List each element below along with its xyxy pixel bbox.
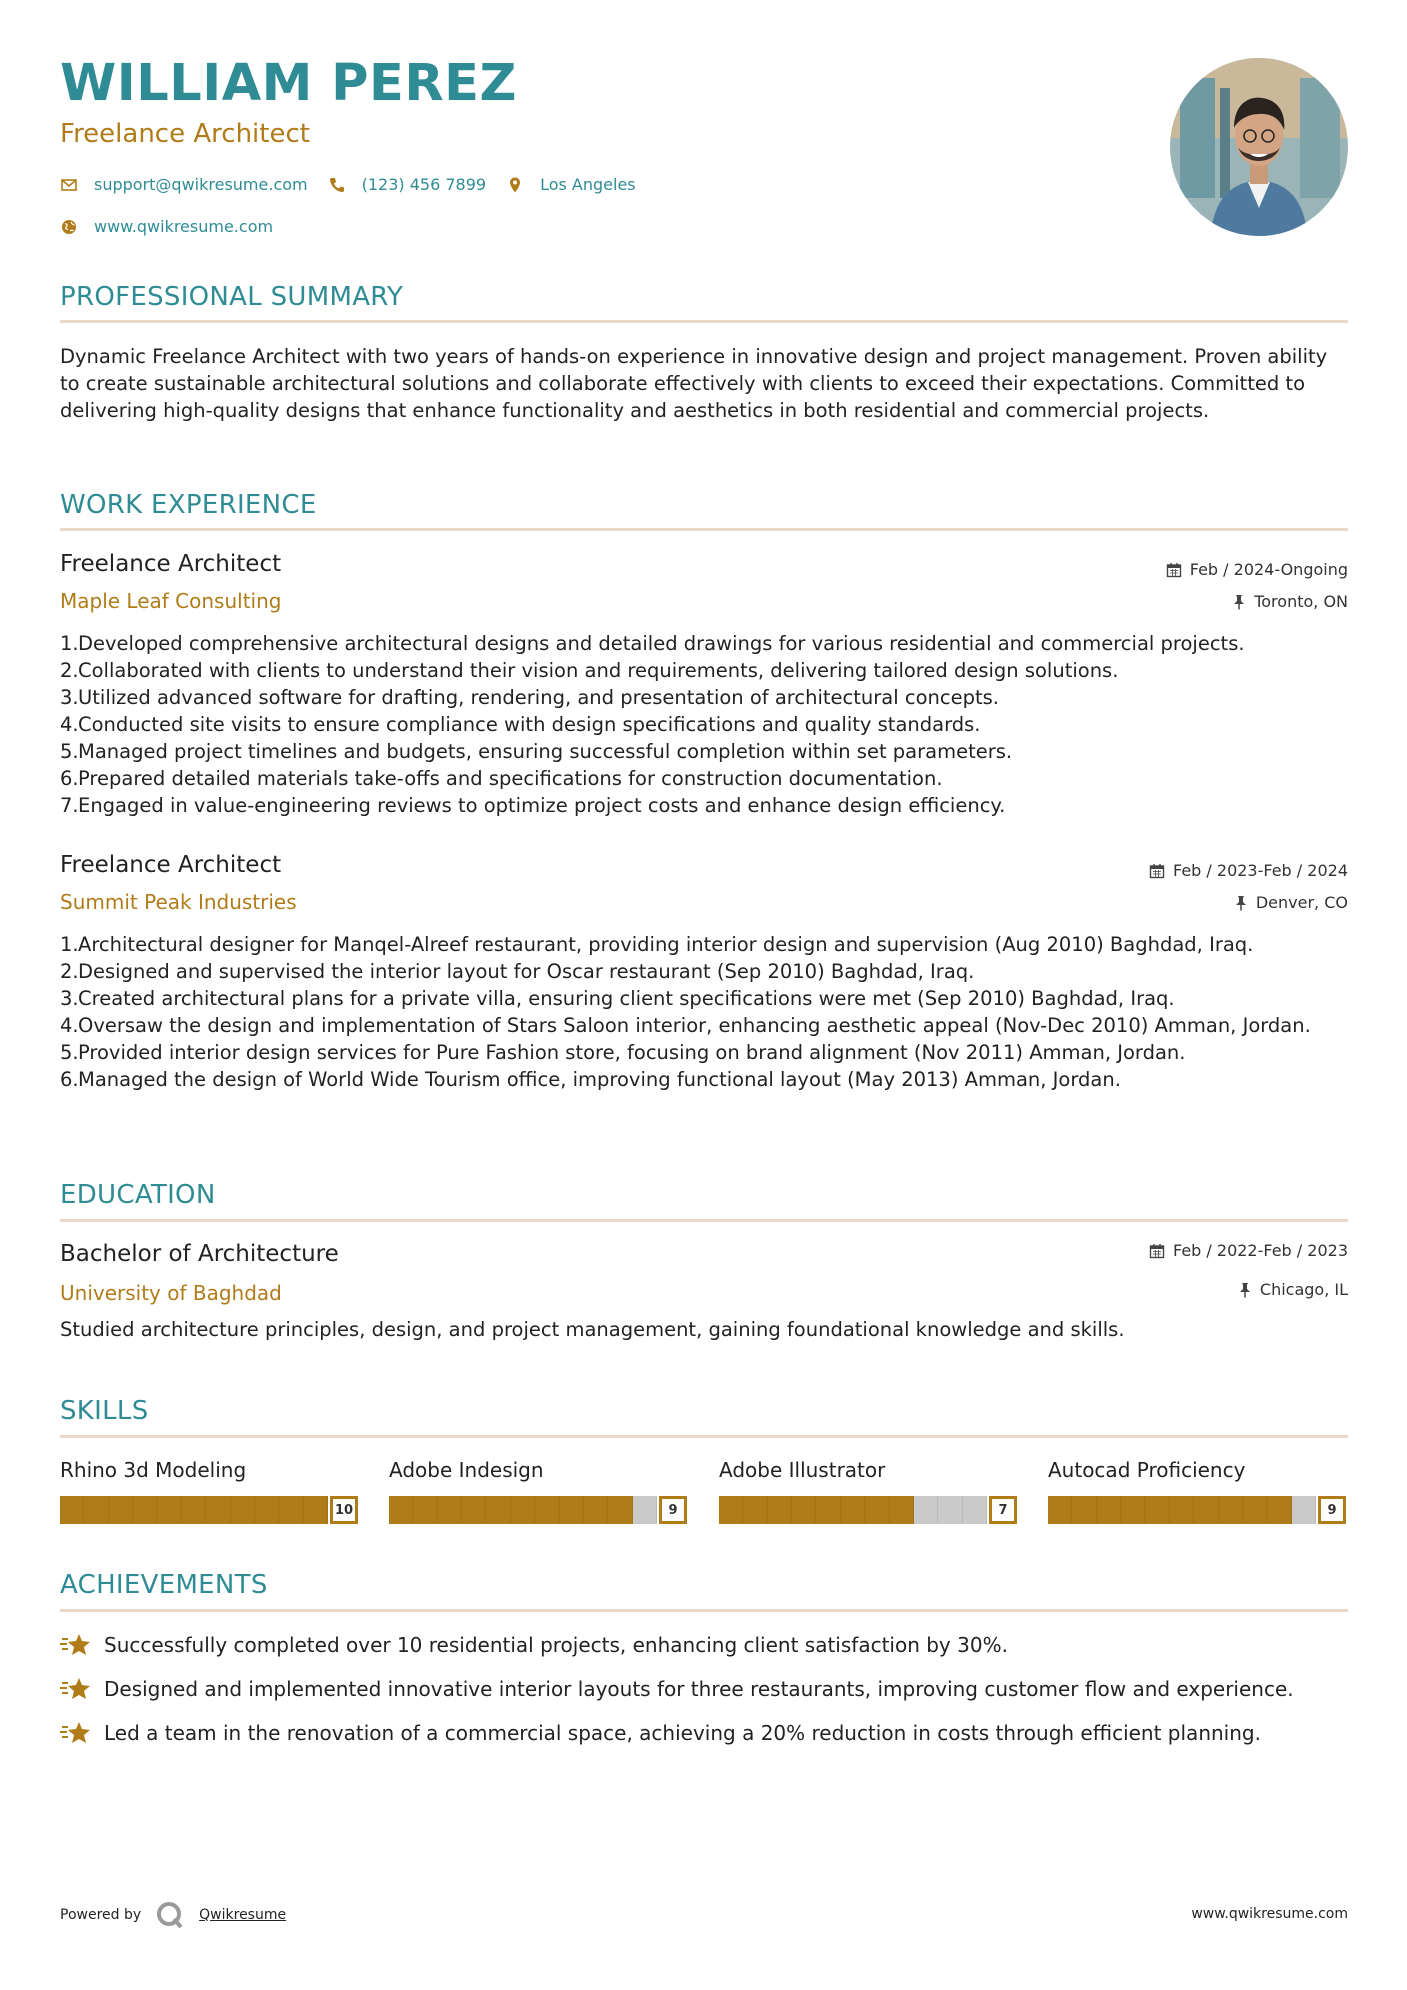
- skill-level-segment: [255, 1496, 279, 1524]
- list-item: 7. Engaged in value-engineering reviews to optimize project costs and enhance design efficiency.: [60, 794, 1006, 817]
- candidate-role: Freelance Architect: [60, 119, 310, 149]
- skill-level-segment: [389, 1496, 413, 1524]
- skill-level-track: [389, 1496, 657, 1524]
- list-item: 1. Architectural designer for Manqel-Alreef restaurant, providing interior design and supervision (Aug 2010) Baghdad, Iraq.: [60, 933, 1254, 956]
- pushpin-icon: [1238, 1282, 1252, 1298]
- skill-level-segment: [486, 1496, 510, 1524]
- skill-level-segment: [438, 1496, 462, 1524]
- job-dates: [1149, 863, 1348, 879]
- job-title: Freelance Architect: [60, 551, 282, 577]
- calendar-icon: [1149, 1243, 1165, 1259]
- website-link[interactable]: www.qwikresume.com: [94, 217, 274, 236]
- skill-score-badge: 7: [989, 1496, 1017, 1524]
- skill-level-segment: [1219, 1496, 1243, 1524]
- section-title-experience: WORK EXPERIENCE: [60, 490, 317, 520]
- list-item: 3. Utilized advanced software for drafting, rendering, and presentation of architectural concepts.: [60, 686, 999, 709]
- skill-level-segment: [84, 1496, 108, 1524]
- achievement-text: Successfully completed over 10 residential projects, enhancing client satisfaction by 30%.: [104, 1633, 1008, 1657]
- profile-photo: [1170, 58, 1348, 236]
- skill-level-bar: [1048, 1496, 1348, 1524]
- phone-text: (123) 456 7899: [361, 175, 487, 194]
- skill-level-segment: [1048, 1496, 1072, 1524]
- achievement-item: [60, 1632, 1008, 1658]
- contact-row-secondary: [60, 218, 293, 236]
- qwikresume-link[interactable]: Qwikresume: [199, 1907, 287, 1923]
- section-divider: [60, 1435, 1348, 1438]
- section-divider: [60, 1609, 1348, 1612]
- job-company: Summit Peak Industries: [60, 890, 297, 914]
- calendar-icon: [1166, 562, 1182, 578]
- skill-level-segment: [1170, 1496, 1194, 1524]
- candidate-name: WILLIAM PEREZ: [60, 54, 517, 113]
- skill-level-segment: [231, 1496, 255, 1524]
- achievement-text: Led a team in the renovation of a commercial space, achieving a 20% reduction in costs through efficient planning.: [104, 1721, 1261, 1745]
- skill-score-badge: 9: [1318, 1496, 1346, 1524]
- skill-level-segment: [914, 1496, 938, 1524]
- skill-level-segment: [206, 1496, 230, 1524]
- skill-level-segment: [743, 1496, 767, 1524]
- email-link[interactable]: support@qwikresume.com: [94, 175, 308, 194]
- skill-level-segment: [865, 1496, 889, 1524]
- pushpin-icon: [1234, 895, 1248, 911]
- skill-level-segment: [413, 1496, 437, 1524]
- skill-level-segment: [633, 1496, 657, 1524]
- skill-level-bar: [60, 1496, 360, 1524]
- job-dates-text: Feb / 2024-Ongoing: [1189, 560, 1348, 579]
- job-location: [1234, 895, 1348, 911]
- phone-icon: [328, 176, 346, 194]
- section-divider: [60, 1219, 1348, 1222]
- skill-level-track: [1048, 1496, 1316, 1524]
- job-responsibilities-list: [60, 630, 1348, 819]
- section-title-summary: PROFESSIONAL SUMMARY: [60, 282, 404, 312]
- skill-level-segment: [511, 1496, 535, 1524]
- skill-level-segment: [1267, 1496, 1291, 1524]
- skill-level-segment: [462, 1496, 486, 1524]
- list-item: 6. Prepared detailed materials take-offs and specifications for construction documentation.: [60, 767, 943, 790]
- skill-level-segment: [1243, 1496, 1267, 1524]
- skill-name: Adobe Illustrator: [719, 1458, 886, 1482]
- skill-level-segment: [816, 1496, 840, 1524]
- skill-level-segment: [1292, 1496, 1316, 1524]
- section-divider: [60, 528, 1348, 531]
- job-title: Freelance Architect: [60, 852, 282, 878]
- job-location: [1232, 594, 1348, 610]
- education-location: [1238, 1282, 1348, 1298]
- achievement-item: [60, 1720, 1261, 1746]
- section-title-achievements: ACHIEVEMENTS: [60, 1570, 268, 1600]
- contact-row-primary: [60, 176, 656, 194]
- star-award-icon: [60, 1720, 92, 1746]
- education-location-text: Chicago, IL: [1259, 1280, 1348, 1299]
- list-item: 4. Conducted site visits to ensure compliance with design specifications and quality standards.: [60, 713, 981, 736]
- job-dates-text: Feb / 2023-Feb / 2024: [1173, 861, 1348, 880]
- skill-level-segment: [768, 1496, 792, 1524]
- skill-level-segment: [157, 1496, 181, 1524]
- list-item: 6. Managed the design of World Wide Tourism office, improving functional layout (May 2013) Amman, Jordan.: [60, 1068, 1121, 1091]
- skill-level-segment: [1072, 1496, 1096, 1524]
- achievement-item: [60, 1676, 1294, 1702]
- skill-level-segment: [719, 1496, 743, 1524]
- skill-level-segment: [133, 1496, 157, 1524]
- skill-level-segment: [1145, 1496, 1169, 1524]
- skill-item: [60, 1458, 360, 1518]
- skill-level-segment: [890, 1496, 914, 1524]
- skill-level-bar: [389, 1496, 689, 1524]
- job-company: Maple Leaf Consulting: [60, 589, 282, 613]
- skill-level-segment: [1121, 1496, 1145, 1524]
- skill-name: Adobe Indesign: [389, 1458, 544, 1482]
- location-text: Los Angeles: [540, 175, 636, 194]
- skill-level-bar: [719, 1496, 1019, 1524]
- list-item: 4. Oversaw the design and implementation of Stars Saloon interior, enhancing aesthetic appeal (Nov-Dec 2010) Amman, Jordan.: [60, 1014, 1311, 1037]
- pushpin-icon: [1232, 594, 1246, 610]
- skill-name: Autocad Proficiency: [1048, 1458, 1246, 1482]
- skill-level-segment: [1097, 1496, 1121, 1524]
- skill-level-segment: [279, 1496, 303, 1524]
- skill-level-segment: [1194, 1496, 1218, 1524]
- job-location-text: Denver, CO: [1255, 893, 1348, 912]
- list-item: 1. Developed comprehensive architectural designs and detailed drawings for various residential and commercial projects.: [60, 632, 1245, 655]
- education-dates-text: Feb / 2022-Feb / 2023: [1173, 1241, 1348, 1260]
- section-title-education: EDUCATION: [60, 1180, 216, 1210]
- list-item: 5. Managed project timelines and budgets, ensuring successful completion within set parameters.: [60, 740, 1013, 763]
- skill-level-segment: [60, 1496, 84, 1524]
- skill-level-track: [719, 1496, 987, 1524]
- list-item: 2. Collaborated with clients to understand their vision and requirements, delivering tailored design solutions.: [60, 659, 1119, 682]
- achievement-text: Designed and implemented innovative interior layouts for three restaurants, improving customer flow and experience.: [104, 1677, 1294, 1701]
- skill-score-badge: 9: [659, 1496, 687, 1524]
- summary-text: Dynamic Freelance Architect with two years of hands-on experience in innovative design and project management. Proven ability to create sustainable architectural solutions and collaborate effectively with clients to exceed their expectations. Committed to delivering high-quality designs that enhance functionality and aesthetics in both residential and commercial projects.: [60, 345, 1328, 422]
- skill-level-segment: [792, 1496, 816, 1524]
- footer-website[interactable]: www.qwikresume.com: [1191, 1906, 1348, 1922]
- skill-level-segment: [938, 1496, 962, 1524]
- job-responsibilities-list: [60, 931, 1348, 1093]
- skill-level-segment: [841, 1496, 865, 1524]
- skill-level-track: [60, 1496, 328, 1524]
- list-item: 2. Designed and supervised the interior layout for Oscar restaurant (Sep 2010) Baghdad, Iraq.: [60, 960, 975, 983]
- skill-level-segment: [109, 1496, 133, 1524]
- job-location-text: Toronto, ON: [1254, 592, 1348, 611]
- list-item: 3. Created architectural plans for a private villa, ensuring client specifications were met (Sep 2010) Baghdad, Iraq.: [60, 987, 1175, 1010]
- skill-item: [1048, 1458, 1348, 1518]
- list-item: 5. Provided interior design services for Pure Fashion store, focusing on brand alignment (Nov 2011) Amman, Jordan.: [60, 1041, 1186, 1064]
- education-description: Studied architecture principles, design, and project management, gaining foundational knowledge and skills.: [60, 1318, 1125, 1341]
- skill-level-segment: [560, 1496, 584, 1524]
- map-pin-icon: [506, 176, 524, 194]
- education-degree: Bachelor of Architecture: [60, 1241, 339, 1267]
- footer-powered-by: [60, 1900, 286, 1930]
- calendar-icon: [1149, 863, 1165, 879]
- qwikresume-logo-icon: [155, 1900, 185, 1930]
- globe-icon: [60, 218, 78, 236]
- skill-level-segment: [535, 1496, 559, 1524]
- skill-item: [719, 1458, 1019, 1518]
- education-school: University of Baghdad: [60, 1281, 282, 1305]
- envelope-icon: [60, 176, 78, 194]
- skill-level-segment: [182, 1496, 206, 1524]
- powered-by-label: Powered by: [60, 1907, 142, 1923]
- section-title-skills: SKILLS: [60, 1396, 149, 1426]
- job-dates: [1166, 562, 1348, 578]
- skill-level-segment: [304, 1496, 328, 1524]
- skill-name: Rhino 3d Modeling: [60, 1458, 247, 1482]
- skill-level-segment: [963, 1496, 987, 1524]
- star-award-icon: [60, 1676, 92, 1702]
- skill-level-segment: [608, 1496, 632, 1524]
- section-divider: [60, 320, 1348, 323]
- skill-level-segment: [584, 1496, 608, 1524]
- skill-item: [389, 1458, 689, 1518]
- star-award-icon: [60, 1632, 92, 1658]
- skill-score-badge: 10: [330, 1496, 358, 1524]
- education-dates: [1149, 1243, 1348, 1259]
